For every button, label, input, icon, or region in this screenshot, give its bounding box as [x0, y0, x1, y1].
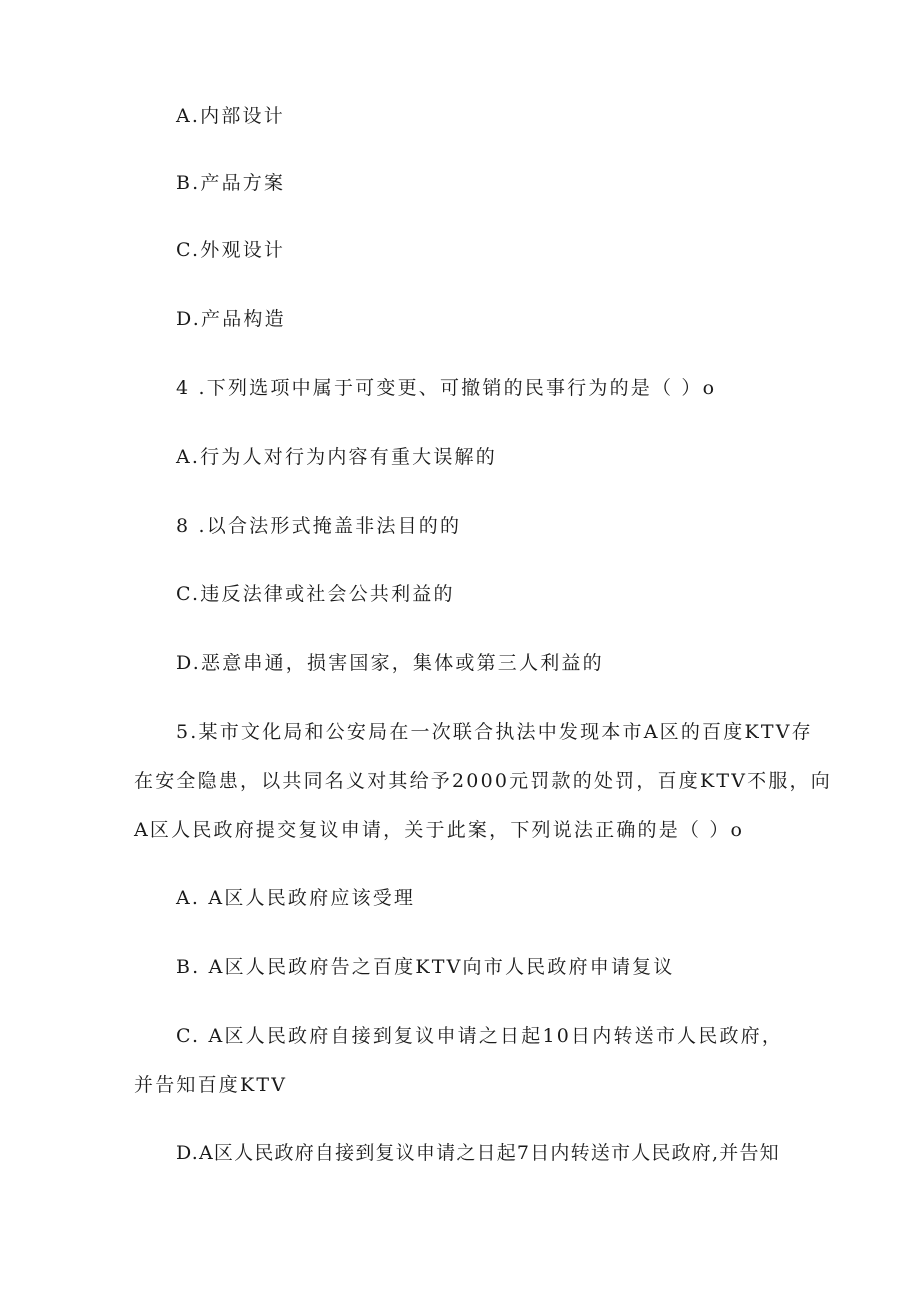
question-5-stem-line-2: 在安全隐患，以共同名义对其给予2000元罚款的处罚，百度KTV不服，向	[134, 770, 832, 792]
question-5-option-a: A. A区人民政府应该受理	[176, 887, 416, 909]
option-c-appearance-design: C.外观设计	[176, 239, 286, 261]
question-5-option-c-line-2: 并告知百度KTV	[134, 1074, 288, 1096]
question-4-option-a: A.行为人对行为内容有重大误解的	[176, 446, 497, 468]
question-4-option-c: C.违反法律或社会公共利益的	[176, 583, 455, 605]
question-5-option-d: D.A区人民政府自接到复议申请之日起7日内转送市人民政府,并告知	[176, 1142, 780, 1164]
question-5-stem-line-1: 5.某市文化局和公安局在一次联合执法中发现本市A区的百度KTV存	[176, 721, 813, 743]
question-4-option-b: 8 .以合法形式掩盖非法目的的	[176, 515, 462, 537]
option-a-internal-design: A.内部设计	[176, 105, 285, 127]
question-4-option-d: D.恶意串通，损害国家，集体或第三人利益的	[176, 652, 604, 674]
option-d-product-structure: D.产品构造	[176, 308, 286, 330]
question-5-stem-line-3: A区人民政府提交复议申请，关于此案，下列说法正确的是（ ）o	[134, 819, 745, 841]
option-b-product-plan: B.产品方案	[176, 172, 286, 194]
question-5-option-c-line-1: C. A区人民政府自接到复议申请之日起10日内转送市人民政府，	[176, 1025, 784, 1047]
question-4-stem: 4 .下列选项中属于可变更、可撤销的民事行为的是（ ）o	[176, 377, 717, 399]
question-5-option-b: B. A区人民政府告之百度KTV向市人民政府申请复议	[176, 956, 675, 978]
